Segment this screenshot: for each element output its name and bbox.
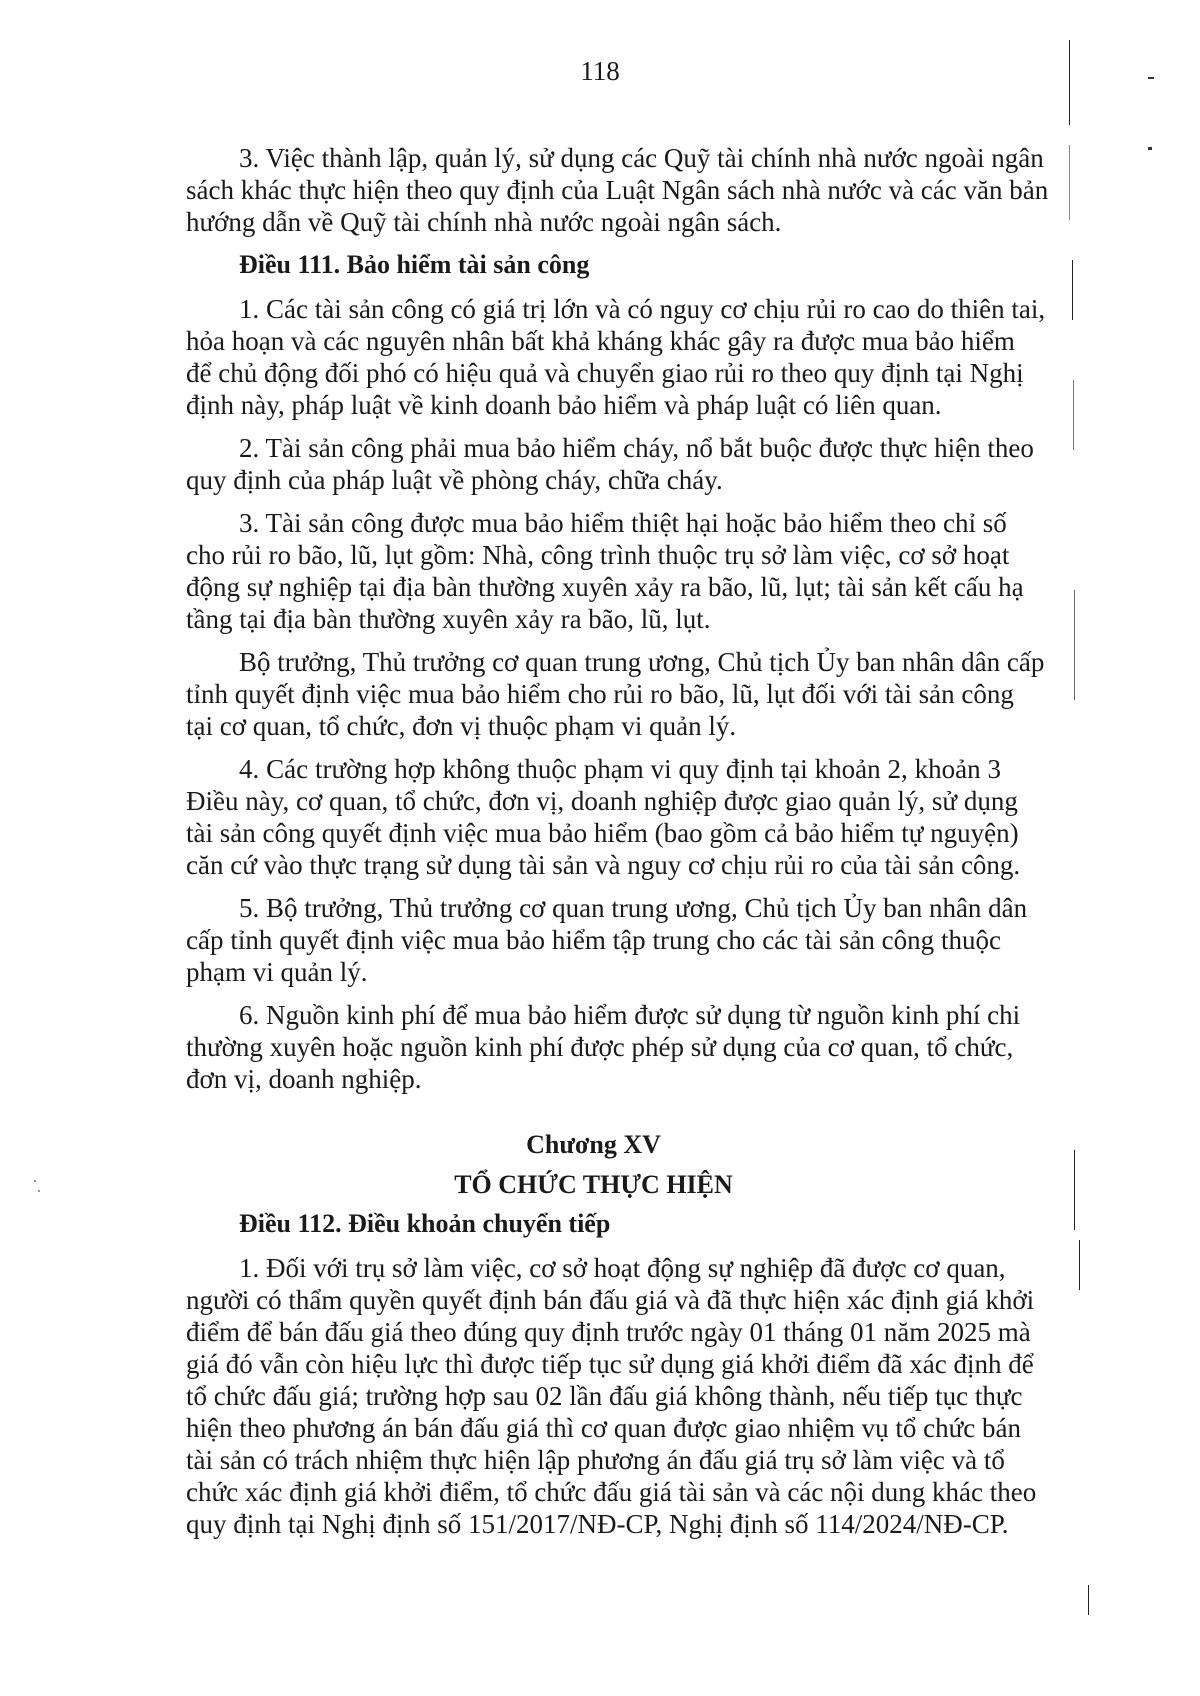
text-line: 3. Việc thành lập, quản lý, sử dụng các Quỹ tài chính nhà nước ngoài ngân bbox=[239, 143, 1044, 173]
paragraph-a111-clause-5 bbox=[186, 892, 1028, 988]
text-line: thường xuyên hoặc nguồn kinh phí được phép sử dụng của cơ quan, tổ chức, bbox=[186, 1032, 1014, 1062]
text-line: tỉnh quyết định việc mua bảo hiểm cho rủi ro bão, lũ, lụt đối với tài sản công bbox=[186, 679, 1014, 709]
text-line: 5. Bộ trưởng, Thủ trưởng cơ quan trung ương, Chủ tịch Ủy ban nhân dân bbox=[239, 893, 1028, 923]
text-line: cho rủi ro bão, lũ, lụt gồm: Nhà, công trình thuộc trụ sở làm việc, cơ sở hoạt bbox=[186, 540, 1010, 570]
chapter-title: TỔ CHỨC THỰC HIỆN bbox=[454, 1170, 733, 1199]
text-line: tài sản có trách nhiệm thực hiện lập phương án đấu giá trụ sở làm việc và tổ bbox=[186, 1445, 1005, 1475]
text-line: động sự nghiệp tại địa bàn thường xuyên xảy ra bão, lũ, lụt; tài sản kết cấu hạ bbox=[186, 572, 1024, 602]
text-line: 2. Tài sản công phải mua bảo hiểm cháy, nổ bắt buộc được thực hiện theo bbox=[239, 433, 1034, 463]
paragraph-clause-3-prev bbox=[186, 142, 1049, 238]
scan-line-artifact bbox=[1074, 590, 1075, 700]
paragraph-a111-clause-6 bbox=[186, 999, 1021, 1095]
document-body bbox=[186, 142, 1049, 1551]
paragraph-a112-clause-1 bbox=[186, 1252, 1037, 1540]
text-line: cấp tỉnh quyết định việc mua bảo hiểm tập trung cho các tài sản công thuộc bbox=[186, 925, 1001, 955]
text-line: đơn vị, doanh nghiệp. bbox=[186, 1064, 422, 1094]
text-line: 6. Nguồn kinh phí để mua bảo hiểm được sử dụng từ nguồn kinh phí chi bbox=[239, 1000, 1021, 1030]
article-112-heading: Điều 112. Điều khoản chuyển tiếp bbox=[239, 1209, 611, 1238]
paragraph-a111-clause-4 bbox=[186, 753, 1021, 881]
text-line: quy định của pháp luật về phòng cháy, chữa cháy. bbox=[186, 465, 723, 495]
text-line: Bộ trưởng, Thủ trưởng cơ quan trung ương, Chủ tịch Ủy ban nhân dân cấp bbox=[239, 647, 1045, 677]
scan-speck-artifact bbox=[38, 1190, 40, 1192]
text-line: hỏa hoạn và các nguyên nhân bất khả kháng khác gây ra được mua bảo hiểm bbox=[186, 326, 1015, 356]
text-line: 4. Các trường hợp không thuộc phạm vi quy định tại khoản 2, khoản 3 bbox=[239, 754, 1001, 784]
text-line: định này, pháp luật về kinh doanh bảo hiểm và pháp luật có liên quan. bbox=[186, 390, 942, 420]
paragraph-a111-clause-3 bbox=[186, 507, 1024, 635]
text-line: để chủ động đối phó có hiệu quả và chuyển giao rủi ro theo quy định tại Nghị bbox=[186, 358, 1024, 388]
page-number: 118 bbox=[580, 56, 620, 86]
scan-line-artifact bbox=[1088, 1585, 1089, 1615]
scan-line-artifact bbox=[1072, 260, 1073, 320]
text-line: sách khác thực hiện theo quy định của Luật Ngân sách nhà nước và các văn bản bbox=[186, 175, 1049, 205]
scan-line-artifact bbox=[1069, 40, 1070, 125]
paragraph-a111-clause-3-continued bbox=[186, 646, 1045, 742]
text-line: người có thẩm quyền quyết định bán đấu giá và đã thực hiện xác định giá khởi bbox=[186, 1285, 1035, 1315]
scan-speck-artifact bbox=[1148, 77, 1154, 79]
text-line: Điều này, cơ quan, tổ chức, đơn vị, doanh nghiệp được giao quản lý, sử dụng bbox=[186, 786, 1018, 816]
text-line: hướng dẫn về Quỹ tài chính nhà nước ngoài ngân sách. bbox=[186, 207, 782, 237]
article-111-heading: Điều 111. Bảo hiểm tài sản công bbox=[239, 250, 590, 279]
text-line: 1. Đối với trụ sở làm việc, cơ sở hoạt động sự nghiệp đã được cơ quan, bbox=[239, 1253, 1006, 1283]
paragraph-a111-clause-2 bbox=[186, 432, 1034, 496]
scan-line-artifact bbox=[1079, 1240, 1080, 1290]
text-line: điểm để bán đấu giá theo đúng quy định trước ngày 01 tháng 01 năm 2025 mà bbox=[186, 1317, 1031, 1347]
text-line: giá đó vẫn còn hiệu lực thì được tiếp tục sử dụng giá khởi điểm đã xác định để bbox=[186, 1349, 1034, 1379]
chapter-label: Chương XV bbox=[526, 1130, 661, 1159]
text-line: tầng tại địa bàn thường xuyên xảy ra bão, lũ, lụt. bbox=[186, 604, 711, 634]
scan-speck-artifact bbox=[1148, 147, 1152, 150]
scan-speck-artifact bbox=[34, 1180, 36, 1182]
text-line: tài sản công quyết định việc mua bảo hiểm (bao gồm cả bảo hiểm tự nguyện) bbox=[186, 818, 1019, 848]
text-line: phạm vi quản lý. bbox=[186, 957, 368, 987]
text-line: hiện theo phương án bán đấu giá thì cơ quan được giao nhiệm vụ tổ chức bán bbox=[186, 1413, 1022, 1443]
text-line: căn cứ vào thực trạng sử dụng tài sản và nguy cơ chịu rủi ro của tài sản công. bbox=[186, 850, 1021, 880]
text-line: chức xác định giá khởi điểm, tổ chức đấu giá tài sản và các nội dung khác theo bbox=[186, 1477, 1037, 1507]
scan-line-artifact bbox=[1073, 380, 1074, 450]
spacer bbox=[186, 1106, 1001, 1128]
paragraph-a111-clause-1 bbox=[186, 293, 1046, 421]
text-line: 1. Các tài sản công có giá trị lớn và có nguy cơ chịu rủi ro cao do thiên tai, bbox=[239, 294, 1046, 324]
text-line: tổ chức đấu giá; trường hợp sau 02 lần đấu giá không thành, nếu tiếp tục thực bbox=[186, 1381, 1023, 1411]
text-line: quy định tại Nghị định số 151/2017/NĐ-CP, Nghị định số 114/2024/NĐ-CP. bbox=[186, 1509, 1009, 1539]
scan-line-artifact bbox=[1069, 145, 1070, 220]
scan-line-artifact bbox=[1074, 1150, 1075, 1230]
text-line: 3. Tài sản công được mua bảo hiểm thiệt hại hoặc bảo hiểm theo chỉ số bbox=[239, 508, 1007, 538]
text-line: tại cơ quan, tổ chức, đơn vị thuộc phạm vi quản lý. bbox=[186, 711, 737, 741]
